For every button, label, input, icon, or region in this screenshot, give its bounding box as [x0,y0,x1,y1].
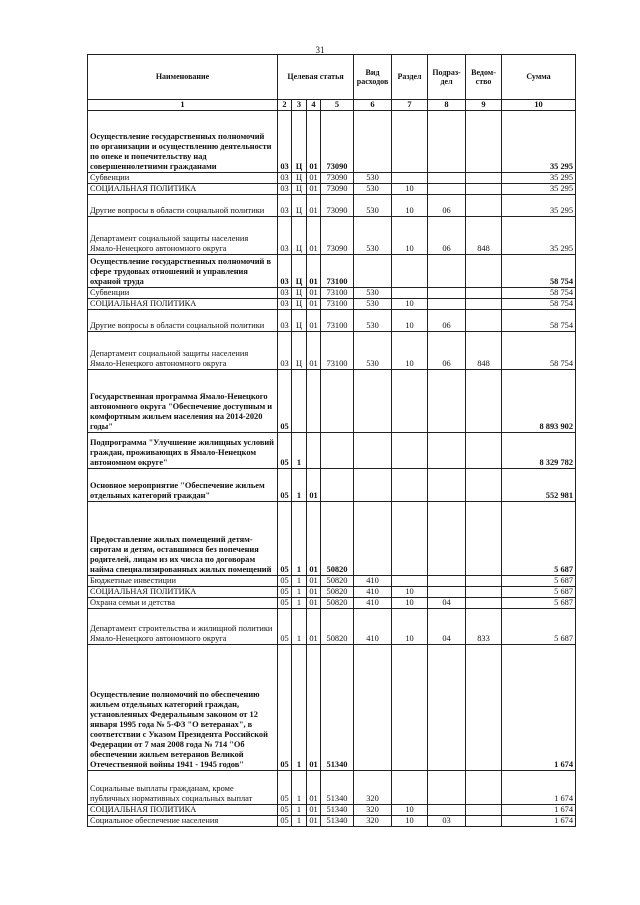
colnum: 2 [278,100,292,111]
target-code-3: 01 [307,609,321,645]
expense-type-code: 530 [354,195,392,217]
row-name: Социальные выплаты гражданам, кроме публичных нормативных социальных выплат [88,771,278,805]
department-code [466,433,502,469]
colnum: 3 [292,100,307,111]
section-code: 10 [392,310,428,332]
header-subsection: Подраз-дел [428,55,466,100]
amount-value: 1 674 [502,645,576,771]
expense-type-code: 530 [354,299,392,310]
table-row [88,645,576,771]
target-code-2 [292,370,307,433]
target-code-2: 1 [292,771,307,805]
target-code-2: Ц [292,299,307,310]
expense-type-code: 530 [354,310,392,332]
section-code: 10 [392,816,428,827]
target-code-1: 05 [278,370,292,433]
target-code-4: 51340 [321,816,354,827]
subsection-code: 06 [428,195,466,217]
target-code-3: 01 [307,111,321,173]
target-code-1: 05 [278,502,292,576]
target-code-2: 1 [292,645,307,771]
amount-value: 5 687 [502,587,576,598]
row-name: Предоставление жилых помещений детям-сиротам и детям, оставшимся без попечения родителей, лицам из их числа по договорам найма специализированных жилых помещений [88,502,278,576]
colnum: 6 [354,100,392,111]
section-code: 10 [392,195,428,217]
header-expense-type: Вид расходов [354,55,392,100]
target-code-3 [307,433,321,469]
table-row [88,184,576,195]
target-code-4: 51340 [321,805,354,816]
table-row [88,469,576,502]
target-code-1: 05 [278,469,292,502]
target-code-4: 73100 [321,310,354,332]
table-row [88,332,576,370]
amount-value: 35 295 [502,217,576,255]
department-code [466,502,502,576]
table-row [88,433,576,469]
target-code-3: 01 [307,805,321,816]
amount-value: 8 329 782 [502,433,576,469]
department-code [466,195,502,217]
subsection-code [428,184,466,195]
target-code-3: 01 [307,469,321,502]
amount-value: 552 981 [502,469,576,502]
department-code [466,299,502,310]
column-numbers-row [88,100,576,111]
expense-type-code: 530 [354,288,392,299]
target-code-4: 73090 [321,195,354,217]
section-code [392,288,428,299]
department-code: 833 [466,609,502,645]
section-code: 10 [392,184,428,195]
row-name: Осуществление полномочий по обеспечению жильем отдельных категорий граждан, установленных Федеральным законом от 12 января 1995 года № 5-ФЗ "О ветеранах", в соответствии с Указом Президента Российской Федерации от 7 мая 2008 года № 714 "Об обеспечении жильем ветеранов Великой Отечественной войны 1941 - 1945 годов" [88,645,278,771]
target-code-4: 73090 [321,111,354,173]
target-code-1: 03 [278,111,292,173]
colnum: 8 [428,100,466,111]
row-name: СОЦИАЛЬНАЯ ПОЛИТИКА [88,587,278,598]
amount-value: 35 295 [502,111,576,173]
subsection-code [428,299,466,310]
expense-type-code [354,645,392,771]
department-code: 848 [466,332,502,370]
target-code-1: 03 [278,195,292,217]
target-code-4: 73100 [321,332,354,370]
row-name: Другие вопросы в области социальной политики [88,310,278,332]
amount-value: 8 893 902 [502,370,576,433]
target-code-4: 51340 [321,645,354,771]
department-code [466,645,502,771]
target-code-4: 50820 [321,609,354,645]
department-code [466,370,502,433]
target-code-4: 73090 [321,217,354,255]
target-code-3: 01 [307,195,321,217]
target-code-2: Ц [292,217,307,255]
target-code-4: 50820 [321,598,354,609]
target-code-1: 03 [278,299,292,310]
target-code-4 [321,469,354,502]
expense-type-code [354,502,392,576]
expense-type-code: 530 [354,217,392,255]
expense-type-code: 410 [354,598,392,609]
department-code [466,111,502,173]
subsection-code [428,111,466,173]
amount-value: 58 754 [502,255,576,288]
table-row [88,587,576,598]
expense-type-code: 530 [354,184,392,195]
table-row [88,609,576,645]
amount-value: 58 754 [502,332,576,370]
table-row [88,255,576,288]
target-code-3: 01 [307,502,321,576]
amount-value: 58 754 [502,310,576,332]
colnum: 5 [321,100,354,111]
row-name: Государственная программа Ямало-Ненецкого автономного округа "Обеспечение доступным и комфортным жильем населения на 2014-2020 годы" [88,370,278,433]
subsection-code: 04 [428,598,466,609]
expense-type-code [354,255,392,288]
target-code-1: 03 [278,217,292,255]
subsection-code [428,576,466,587]
target-code-4: 73100 [321,299,354,310]
colnum: 10 [502,100,576,111]
section-code: 10 [392,598,428,609]
expense-type-code [354,370,392,433]
target-code-2: Ц [292,184,307,195]
target-code-2: 1 [292,502,307,576]
target-code-4 [321,433,354,469]
amount-value: 5 687 [502,576,576,587]
department-code [466,587,502,598]
target-code-4: 73100 [321,255,354,288]
subsection-code [428,255,466,288]
expense-type-code: 320 [354,816,392,827]
expense-type-code: 320 [354,805,392,816]
target-code-2: Ц [292,332,307,370]
row-name: СОЦИАЛЬНАЯ ПОЛИТИКА [88,299,278,310]
subsection-code [428,587,466,598]
row-name: Социальное обеспечение населения [88,816,278,827]
subsection-code [428,502,466,576]
row-name: Подпрограмма "Улучшение жилищных условий граждан, проживающих в Ямало-Ненецком автономном округе" [88,433,278,469]
section-code: 10 [392,332,428,370]
department-code [466,184,502,195]
target-code-2: Ц [292,195,307,217]
target-code-3: 01 [307,645,321,771]
target-code-3: 01 [307,771,321,805]
section-code [392,576,428,587]
row-name: Охрана семьи и детства [88,598,278,609]
target-code-3: 01 [307,288,321,299]
section-code [392,771,428,805]
table-row [88,576,576,587]
colnum: 9 [466,100,502,111]
department-code [466,255,502,288]
target-code-2: Ц [292,288,307,299]
amount-value: 35 295 [502,195,576,217]
target-code-3: 01 [307,184,321,195]
header-department: Ведом-ство [466,55,502,100]
target-code-2: Ц [292,310,307,332]
target-code-1: 03 [278,288,292,299]
target-code-1: 05 [278,576,292,587]
target-code-1: 05 [278,433,292,469]
amount-value: 1 674 [502,771,576,805]
target-code-4 [321,370,354,433]
department-code [466,771,502,805]
colnum: 4 [307,100,321,111]
department-code: 848 [466,217,502,255]
table-row [88,502,576,576]
target-code-2: Ц [292,255,307,288]
section-code [392,469,428,502]
amount-value: 58 754 [502,288,576,299]
department-code [466,816,502,827]
amount-value: 5 687 [502,598,576,609]
table-row [88,370,576,433]
amount-value: 1 674 [502,816,576,827]
row-name: Департамент социальной защиты населения Ямало-Ненецкого автономного округа [88,332,278,370]
header-section: Раздел [392,55,428,100]
target-code-2: Ц [292,111,307,173]
target-code-3: 01 [307,332,321,370]
target-code-1: 05 [278,805,292,816]
row-name: Основное мероприятие "Обеспечение жильем отдельных категорий граждан" [88,469,278,502]
row-name: Осуществление государственных полномочий в сфере трудовых отношений и управления охраной труда [88,255,278,288]
target-code-3: 01 [307,299,321,310]
subsection-code [428,173,466,184]
colnum: 7 [392,100,428,111]
target-code-3: 01 [307,310,321,332]
section-code [392,433,428,469]
section-code [392,370,428,433]
expense-type-code: 410 [354,576,392,587]
target-code-1: 05 [278,609,292,645]
section-code: 10 [392,805,428,816]
department-code [466,598,502,609]
target-code-2: 1 [292,433,307,469]
table-row [88,805,576,816]
colnum: 1 [88,100,278,111]
header-name: Наименование [88,55,278,100]
subsection-code [428,771,466,805]
subsection-code: 03 [428,816,466,827]
expense-type-code [354,433,392,469]
table-row [88,299,576,310]
subsection-code [428,288,466,299]
target-code-1: 03 [278,184,292,195]
subsection-code [428,370,466,433]
target-code-2: 1 [292,469,307,502]
amount-value: 5 687 [502,609,576,645]
header-row [88,55,576,100]
target-code-4: 50820 [321,587,354,598]
target-code-2: 1 [292,609,307,645]
header-target: Целевая статья [278,55,354,100]
page-number: 31 [315,45,325,55]
amount-value: 35 295 [502,184,576,195]
section-code: 10 [392,217,428,255]
budget-table [87,54,576,827]
table-row [88,111,576,173]
subsection-code: 06 [428,217,466,255]
target-code-4: 73090 [321,184,354,195]
subsection-code: 04 [428,609,466,645]
target-code-1: 03 [278,310,292,332]
target-code-2: 1 [292,805,307,816]
row-name: Субвенции [88,288,278,299]
amount-value: 1 674 [502,805,576,816]
target-code-2: 1 [292,587,307,598]
target-code-2: Ц [292,173,307,184]
amount-value: 35 295 [502,173,576,184]
section-code [392,111,428,173]
row-name: СОЦИАЛЬНАЯ ПОЛИТИКА [88,184,278,195]
expense-type-code [354,469,392,502]
subsection-code [428,645,466,771]
target-code-3: 01 [307,598,321,609]
target-code-3 [307,370,321,433]
amount-value: 5 687 [502,502,576,576]
expense-type-code: 320 [354,771,392,805]
expense-type-code: 530 [354,332,392,370]
section-code [392,502,428,576]
table-row [88,195,576,217]
subsection-code [428,469,466,502]
subsection-code: 06 [428,332,466,370]
target-code-3: 01 [307,587,321,598]
expense-type-code: 530 [354,173,392,184]
table-row [88,816,576,827]
target-code-1: 03 [278,332,292,370]
row-name: Бюджетные инвестиции [88,576,278,587]
table-body [88,111,576,827]
expense-type-code: 410 [354,609,392,645]
target-code-4: 51340 [321,771,354,805]
subsection-code: 06 [428,310,466,332]
table-row [88,771,576,805]
department-code [466,288,502,299]
header-amount: Сумма [502,55,576,100]
subsection-code [428,805,466,816]
row-name: Осуществление государственных полномочий по организации и осуществлению деятельности по опеке и попечительству над совершеннолетними гражданами [88,111,278,173]
section-code [392,255,428,288]
section-code: 10 [392,587,428,598]
row-name: Департамент строительства и жилищной политики Ямало-Ненецкого автономного округа [88,609,278,645]
target-code-3: 01 [307,173,321,184]
expense-type-code [354,111,392,173]
target-code-2: 1 [292,576,307,587]
target-code-1: 03 [278,173,292,184]
target-code-1: 05 [278,816,292,827]
row-name: СОЦИАЛЬНАЯ ПОЛИТИКА [88,805,278,816]
target-code-4: 50820 [321,502,354,576]
target-code-2: 1 [292,598,307,609]
table-row [88,217,576,255]
target-code-1: 05 [278,771,292,805]
target-code-4: 50820 [321,576,354,587]
department-code [466,173,502,184]
department-code [466,576,502,587]
table-row [88,288,576,299]
subsection-code [428,433,466,469]
target-code-1: 05 [278,598,292,609]
row-name: Субвенции [88,173,278,184]
row-name: Департамент социальной защиты населения Ямало-Ненецкого автономного округа [88,217,278,255]
target-code-3: 01 [307,217,321,255]
amount-value: 58 754 [502,299,576,310]
target-code-1: 05 [278,645,292,771]
target-code-3: 01 [307,576,321,587]
section-code: 10 [392,299,428,310]
expense-type-code: 410 [354,587,392,598]
department-code [466,310,502,332]
target-code-3: 01 [307,816,321,827]
target-code-4: 73090 [321,173,354,184]
department-code [466,805,502,816]
table-row [88,310,576,332]
target-code-1: 05 [278,587,292,598]
target-code-4: 73100 [321,288,354,299]
target-code-2: 1 [292,816,307,827]
section-code: 10 [392,609,428,645]
section-code [392,173,428,184]
row-name: Другие вопросы в области социальной политики [88,195,278,217]
section-code [392,645,428,771]
department-code [466,469,502,502]
target-code-3: 01 [307,255,321,288]
target-code-1: 03 [278,255,292,288]
table-row [88,598,576,609]
table-row [88,173,576,184]
